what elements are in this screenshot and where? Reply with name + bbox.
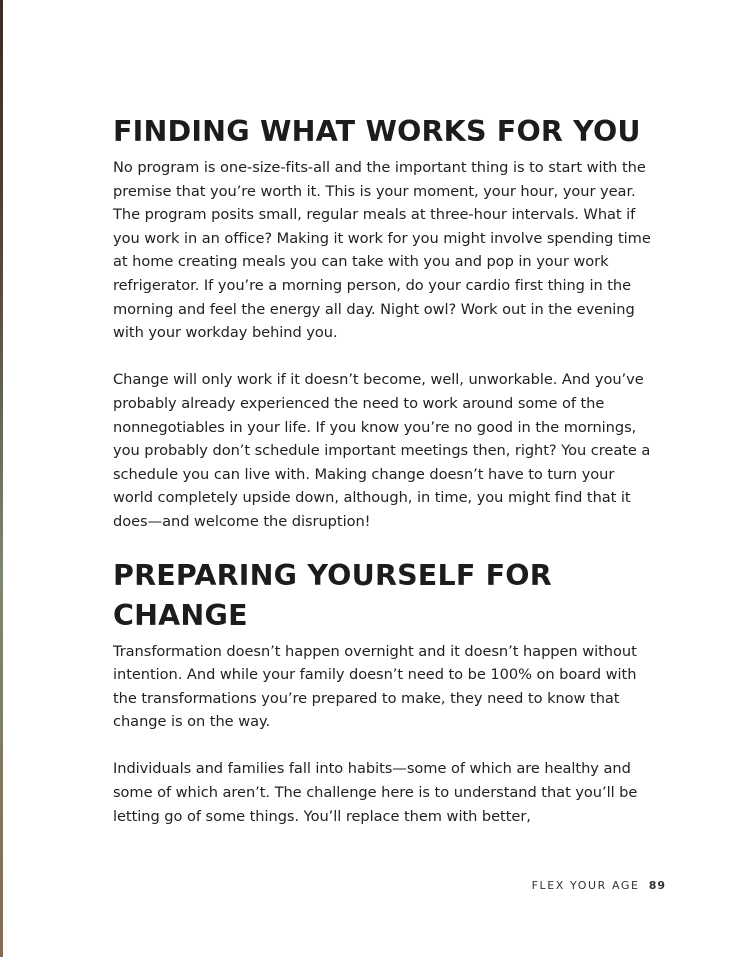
page-number: 89 [648, 879, 666, 892]
section-heading-preparing-yourself: PREPARING YOURSELF FOR CHANGE [113, 558, 552, 632]
body-paragraph: Change will only work if it doesn’t become, well, unworkable. And you’ve probably already experienced the need to work around some of the nonnegotiables in your life. If you know you’re no good in the mornings, you probably don’t schedule important meetings then, right? You create a schedule you can live with. Making change doesn’t have to turn your world completely upside down, although, in time, you might find that it does—and welcome the disruption! [113, 371, 651, 530]
body-paragraph: Transformation doesn’t happen overnight and it doesn’t happen without intention. And while your family doesn’t need to be 100% on board with the transformations you’re prepared to make, they need to know that change is on the way. [113, 642, 637, 731]
body-paragraph: Individuals and families fall into habits—some of which are healthy and some of which aren’t. The challenge here is to understand that you’ll be letting go of some things. You’ll replace them with better, [113, 760, 638, 825]
section-heading-finding-what-works: FINDING WHAT WORKS FOR YOU [113, 115, 641, 148]
running-title: FLEX YOUR AGE [531, 879, 640, 892]
book-spine-edge [0, 0, 3, 957]
page-body [113, 112, 653, 828]
page-footer [532, 878, 666, 894]
body-paragraph: No program is one-size-fits-all and the important thing is to start with the premise that you’re worth it. This is your moment, your hour, your year. The program posits small, regular meals at three-hour intervals. What if you work in an office? Making it work for you might involve spending time at home creating meals you can take with you and pop in your work refrigerator. If you’re a morning person, do your cardio first thing in the morning and feel the energy all day. Night owl? Work out in the evening with your workday behind you. [113, 159, 651, 342]
